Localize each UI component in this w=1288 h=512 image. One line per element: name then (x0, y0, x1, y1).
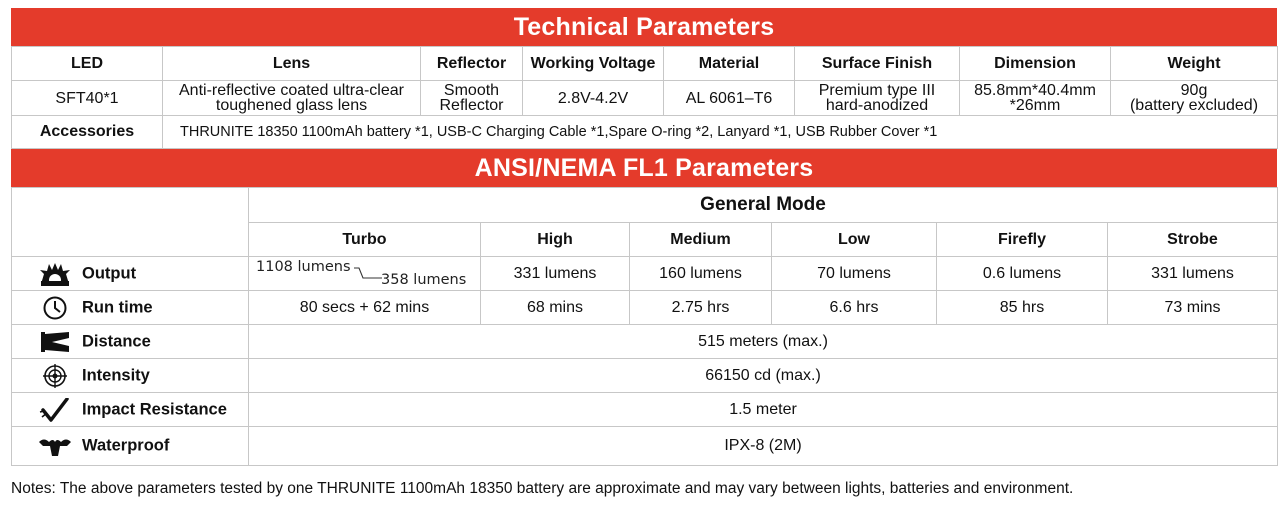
output-low: 70 lumens (772, 257, 937, 291)
runtime-firefly: 85 hrs (937, 291, 1108, 325)
impact-label-cell (12, 393, 249, 427)
intensity-value: 66150 cd (max.) (249, 359, 1278, 393)
distance-row (12, 325, 1278, 359)
output-firefly: 0.6 lumens (937, 257, 1108, 291)
output-medium: 160 lumens (630, 257, 772, 291)
clock-icon (38, 296, 72, 320)
value-line: 85.8mm*40.4mm (974, 82, 1096, 99)
tech-values-row (12, 81, 1278, 116)
value-line: AL 6061–T6 (685, 89, 773, 107)
output-row (12, 257, 1278, 291)
value-weight (1111, 81, 1278, 116)
mode-medium: Medium (630, 223, 772, 257)
value-line: hard-anodized (825, 97, 929, 114)
mode-high: High (481, 223, 630, 257)
header-weight: Weight (1111, 47, 1278, 81)
mode-strobe: Strobe (1108, 223, 1278, 257)
runtime-medium: 2.75 hrs (630, 291, 772, 325)
value-material (664, 81, 795, 116)
water-drop-icon (38, 434, 72, 458)
step-down-arrow-icon (353, 266, 383, 280)
intensity-label-cell (12, 359, 249, 393)
beam-distance-icon (38, 330, 72, 354)
mode-turbo: Turbo (249, 223, 481, 257)
header-led: LED (12, 47, 163, 81)
waterproof-label-cell (12, 427, 249, 466)
mode-low: Low (772, 223, 937, 257)
header-dimension: Dimension (960, 47, 1111, 81)
waterproof-value: IPX-8 (2M) (249, 427, 1278, 466)
value-line: Premium type III (818, 82, 936, 99)
value-dimension (960, 81, 1111, 116)
value-line: (battery excluded) (1129, 97, 1259, 114)
value-line: 90g (1180, 82, 1208, 99)
runtime-high: 68 mins (481, 291, 630, 325)
output-turbo (249, 257, 481, 291)
value-line: SFT40*1 (55, 89, 119, 107)
accessories-text: THRUNITE 18350 1100mAh battery *1, USB-C Charging Cable *1,Spare O-ring *2, Lanyard *1, USB Rubber Cover *1 (163, 116, 1278, 149)
technical-parameters-table (11, 46, 1278, 149)
distance-label-cell (12, 325, 249, 359)
header-reflector: Reflector (421, 47, 523, 81)
value-line: toughened glass lens (215, 97, 368, 114)
turbo-end-lumens: 358 lumens (381, 272, 467, 288)
value-surface-finish (795, 81, 960, 116)
output-label: Output (82, 264, 137, 282)
output-strobe: 331 lumens (1108, 257, 1278, 291)
impact-value: 1.5 meter (249, 393, 1278, 427)
runtime-row (12, 291, 1278, 325)
header-material: Material (664, 47, 795, 81)
output-label-cell (12, 257, 249, 291)
value-line: Reflector (439, 97, 504, 114)
general-mode-heading: General Mode (249, 188, 1278, 223)
intensity-label: Intensity (82, 366, 150, 384)
value-line: *26mm (1009, 97, 1061, 114)
runtime-label-cell (12, 291, 249, 325)
runtime-strobe: 73 mins (1108, 291, 1278, 325)
waterproof-label: Waterproof (82, 436, 170, 455)
waterproof-row (12, 427, 1278, 466)
output-high: 331 lumens (481, 257, 630, 291)
impact-check-icon (38, 398, 72, 422)
turbo-start-lumens: 1108 lumens (256, 259, 351, 275)
value-led (12, 81, 163, 116)
value-line: 2.8V-4.2V (557, 89, 629, 107)
impact-row (12, 393, 1278, 427)
crosshair-icon (38, 364, 72, 388)
accessories-row (12, 116, 1278, 149)
impact-label: Impact Resistance (82, 400, 227, 418)
distance-value: 515 meters (max.) (249, 325, 1278, 359)
header-lens: Lens (163, 47, 421, 81)
distance-label: Distance (82, 332, 151, 350)
gear-burst-icon (38, 262, 72, 286)
general-mode-row (12, 188, 1278, 223)
runtime-low: 6.6 hrs (772, 291, 937, 325)
blank-corner (12, 188, 249, 257)
runtime-label: Run time (82, 298, 153, 316)
intensity-row (12, 359, 1278, 393)
mode-firefly: Firefly (937, 223, 1108, 257)
header-surface-finish: Surface Finish (795, 47, 960, 81)
ansi-parameters-table (11, 187, 1278, 466)
ansi-parameters-title: ANSI/NEMA FL1 Parameters (11, 149, 1277, 187)
value-line: Anti-reflective coated ultra-clear (179, 82, 404, 99)
tech-header-row (12, 47, 1278, 81)
notes-text: Notes: The above parameters tested by one THRUNITE 1100mAh 18350 battery are approximate and may vary between lights, batteries and environment. (11, 480, 1074, 497)
accessories-label: Accessories (12, 116, 163, 149)
value-reflector (421, 81, 523, 116)
value-working-voltage (523, 81, 664, 116)
header-working-voltage: Working Voltage (523, 47, 664, 81)
runtime-turbo: 80 secs + 62 mins (249, 291, 481, 325)
value-lens (163, 81, 421, 116)
spec-sheet (11, 8, 1277, 466)
value-line: Smooth (443, 82, 500, 99)
technical-parameters-title: Technical Parameters (11, 8, 1277, 46)
